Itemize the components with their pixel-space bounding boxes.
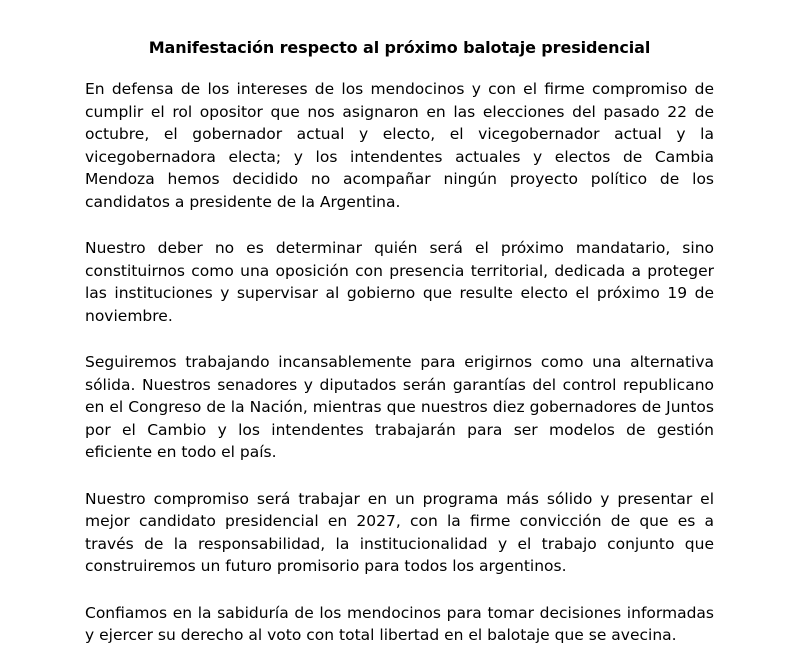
document-title: Manifestación respecto al próximo balotaje presidencial [148, 38, 651, 57]
document [85, 38, 714, 647]
paragraph-2: Nuestro deber no es determinar quién será el próximo mandatario, sino constituirnos como una oposición con presencia territorial, dedicada a proteger las instituciones y supervisar al gobierno que resulte electo el próximo 19 de noviembre. [85, 239, 714, 325]
paragraph-3: Seguiremos trabajando incansablemente para erigirnos como una alternativa sólida. Nuestros senadores y diputados serán garantías del control republicano en el Congreso de la Nación, mientras que nuestros diez gobernadores de Juntos por el Cambio y los intendentes trabajarán para ser modelos de gestión eficiente en todo el país. [85, 353, 714, 461]
paragraph-1: En defensa de los intereses de los mendocinos y con el firme compromiso de cumplir el rol opositor que nos asignaron en las elecciones del pasado 22 de octubre, el gobernador actual y electo, el vicegobernador actual y la vicegobernadora electa; y los intendentes actuales y electos de Cambia Mendoza hemos decidido no acompañar ningún proyecto político de los candidatos a presidente de la Argentina. [85, 80, 714, 211]
paragraph-4: Nuestro compromiso será trabajar en un programa más sólido y presentar el mejor candidato presidencial en 2027, con la firme convicción de que es a través de la responsabilidad, la institucionalidad y el trabajo conjunto que construiremos un futuro promisorio para todos los argentinos. [85, 489, 714, 575]
document-body [85, 78, 714, 647]
paragraph-5: Confiamos en la sabiduría de los mendocinos para tomar decisiones informadas y ejercer su derecho al voto con total libertad en el balotaje que se avecina. [85, 603, 714, 644]
